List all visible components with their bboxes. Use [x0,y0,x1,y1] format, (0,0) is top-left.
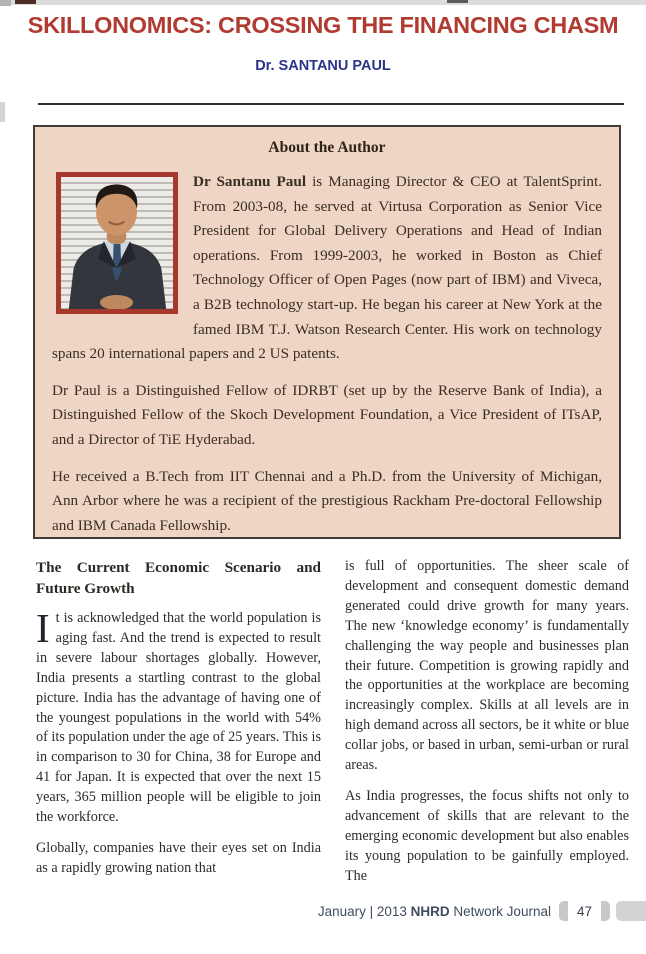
badge-right-cap [601,901,610,921]
journal-info [318,904,551,919]
right-column-paragraph-1: is full of opportunities. The sheer scale of development and consequent domestic demand generated could drive growth for many years. The new ‘knowledge economy’ is fundamentally challenging the way people and businesses plan their future. Competition is growing rapidly and the opportunities at the workplace are becoming increasingly complex. Skills at all levels are in high demand across all sectors, be it white or blue collar jobs, or based in urban, semi-urban or rural areas. [345,558,629,774]
author-name-bold: Dr Santanu Paul [193,173,307,190]
right-column-paragraph-2: As India progresses, the focus shifts not only to advancement of skills that are relevant to the emerging economic development but also enables its young population to be gainfully employed. The [345,787,629,884]
about-paragraph-3: He received a B.Tech from IIT Chennai and a Ph.D. from the University of Michigan, Ann Arbor where he was a recipient of the prestigious Rackham Pre-doctoral Fellowship and IBM Canada Fellowship. [52,467,602,534]
left-column-paragraph-1-text: t is acknowledged that the world population is aging fast. And the trend is expected to result in severe labour shortages globally. However, India presents a startling contrast to the global picture. India has the advantage of having one of the youngest populations in the world with 54% of its population under the age of 25 years. This is in comparison to 30 for China, 38 for Europe and 41 for Japan. It is expected that over the next 15 years, 365 million people will be eligible to join the workforce. [36,610,321,826]
about-author-heading: About the Author [268,139,386,156]
article-author: Dr. SANTANU PAUL [255,58,391,74]
header-divider-line [38,103,624,105]
page-footer [0,900,646,922]
journal-info-name: Network Journal [449,903,551,919]
scan-artifact-dash [15,0,36,4]
journal-brand: NHRD [410,903,450,919]
article-title: SKILLONOMICS: CROSSING THE FINANCING CHASM [27,12,619,38]
page-number: 47 [568,901,601,921]
scan-artifact-strip [0,0,646,5]
author-portrait-illustration [61,177,173,309]
scan-artifact-dash [447,0,468,3]
scan-artifact-dash [0,0,11,6]
section-heading: The Current Economic Scenario and Future Growth [36,559,321,597]
about-paragraph-2: Dr Paul is a Distinguished Fellow of IDRBT (set up by the Reserve Bank of India), a Distinguished Fellow of the Skoch Development Foundation, a Vice President of ITsAP, and a Director of TiE Hyderabad. [52,381,602,448]
author-photo [56,172,178,314]
page-number-badge [559,901,610,921]
article-right-column [345,557,629,898]
article-left-column [36,557,321,890]
scan-artifact-speck [0,102,5,122]
about-paragraph-1-text: is Managing Director & CEO at TalentSprint. From 2003-08, he served at Virtusa Corporation as Senior Vice President for Global Delivery Operations and Head of Indian operations. From 1999-2003, he worked in Boston as Chief Technology Officer of Open Pages (now part of IBM) and Viveca, a B2B technology start-up. He began his career at New York at the famed IBM T.J. Watson Research Center. His work on technology spans 20 international papers and 2 US patents. [52,173,602,363]
footer-decoration-bar [616,901,646,921]
drop-cap-letter: I [36,605,50,651]
badge-left-cap [559,901,568,921]
left-column-paragraph-1 [36,605,321,828]
about-author-box [33,125,621,539]
left-column-paragraph-2: Globally, companies have their eyes set on India as a rapidly growing nation that [36,839,321,876]
journal-info-date: January | 2013 [317,903,411,919]
